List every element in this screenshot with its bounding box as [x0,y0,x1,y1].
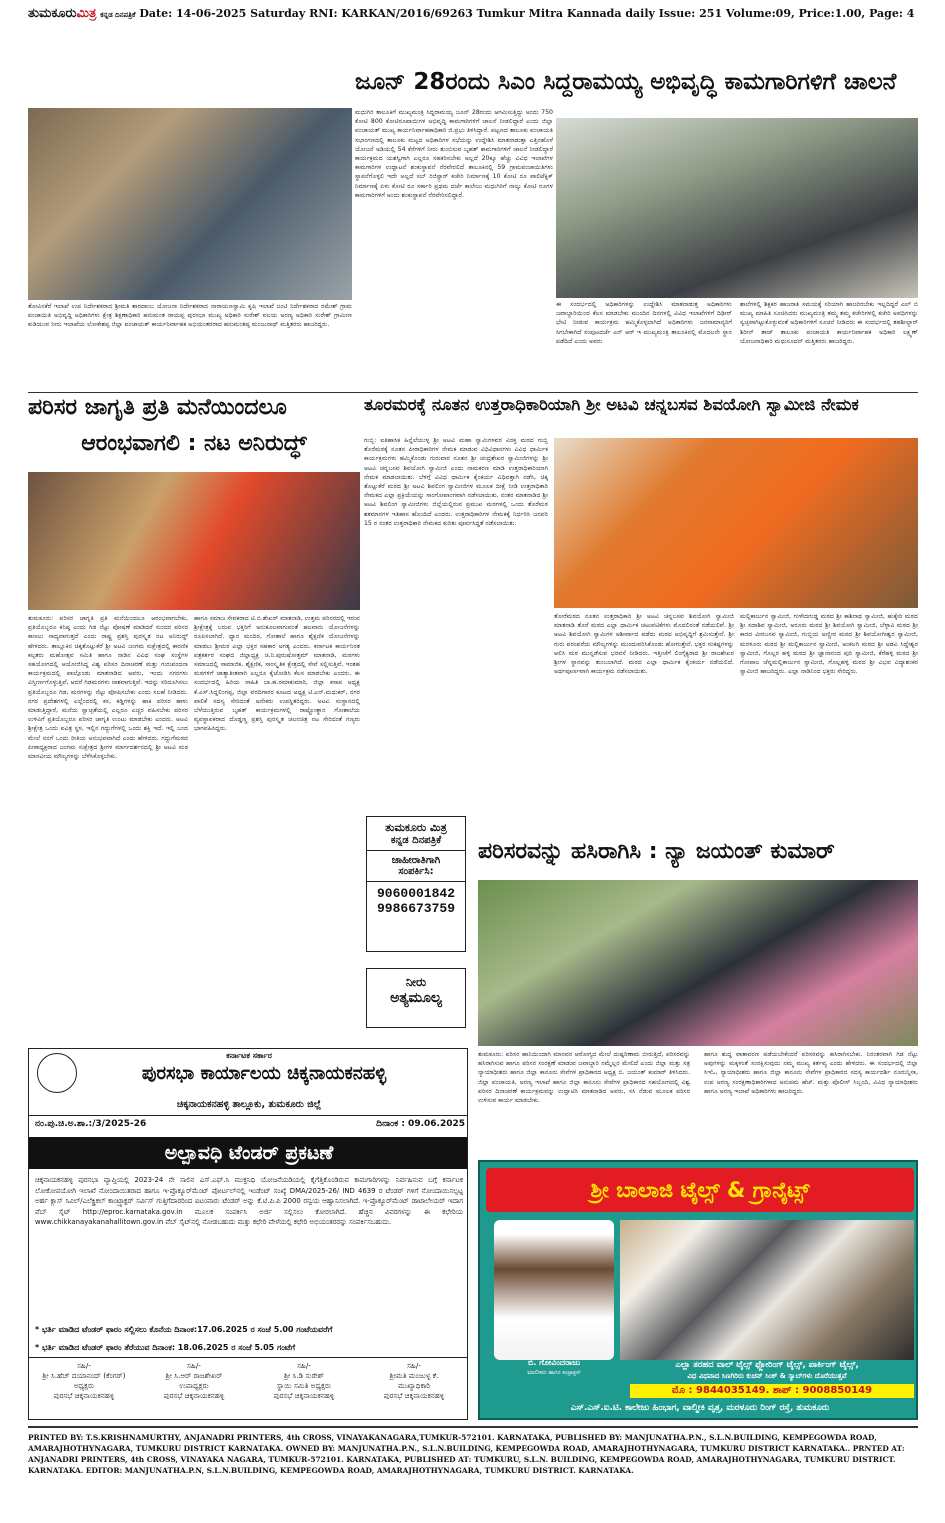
story1-headline: ಜೂನ್ 28ರಂದು ಸಿಎಂ ಸಿದ್ದರಾಮಯ್ಯ ಅಭಿವೃದ್ಧಿ ಕಾಮಗಾರಿಗಳಿಗೆ ಚಾಲನೆ [355,70,897,95]
story3-col-a: ತೋರೆಮಠದ ನೂತನ ಉತ್ತರಾಧಿಕಾರಿ ಶ್ರೀ ಅಟವಿ ಚನ್ನಬಸವ ಶಿವಯೋಗಿ ಸ್ವಾಮೀಜಿ ಮಾತನಾಡಿ ತೊರೆ ಮಠದ ಎಲ್ಲಾ ಧಾರ್ಮಿಕ ಚಟುವಟಿಕೆಗಳು ಮೊದಲಿನಂತೆ ನಡೆಯಲಿವೆ. ಶ್ರೀ ಅಟವಿ ಶಿವಯೋಗಿ ಸ್ವಾಮಿಗಳ ಆಶೀರ್ವಾದ ಪಡೆದು ಮಠದ ಅಭಿವೃದ್ಧಿಗೆ ಶ್ರಮಿಸುತ್ತೇನೆ. ಶ್ರೀ ಗುರು ಪರಂಪರೆಯ ಮೌಲ್ಯಗಳನ್ನು ಮುಂದುವರಿಸಿಕೊಂಡು ಹೋಗುತ್ತೇನೆ. ಭಕ್ತರ ಸಂಕಷ್ಟಗಳನ್ನು ಆಲಿಸಿ ಮಠ ಮುನ್ನಡೆಸುವ ಭರವಸೆ ನೀಡಿದರು. ಇತ್ತೀಚೆಗೆ ಲಿಂಗೈಕ್ಯರಾದ ಶ್ರೀ ರಾಜಶೇಖರ ಶ್ರೀಗಳ ಸ್ಥಾನವನ್ನು ತುಂಬಲಾಗಿದೆ. ಮಠದ ಎಲ್ಲಾ ಧಾರ್ಮಿಕ ಕೈಂಕರ್ಯ ನಡೆಯಲಿದೆ. ಅರ್ಥಪೂರ್ಣವಾಗಿ ಕಾರ್ಯಕ್ರಮ ನಡೆಸಲಾಯಿತು. [554,613,734,676]
tender-notice [28,1048,468,1420]
story2-headline-2: ಆರಂಭವಾಗಲಿ : ನಟ ಅನಿರುದ್ಧ್ [81,432,307,456]
tender-office: ಪುರಸಭಾ ಕಾರ್ಯಾಲಯ ಚಿಕ್ಕನಾಯಕನಹಳ್ಳಿ [141,1063,387,1084]
ad-contact-box [366,816,466,952]
tender-title: ಅಲ್ಪಾವಧಿ ಟೆಂಡರ್ ಪ್ರಕಟಣೆ [29,1137,468,1169]
story1-photo-1 [28,108,352,300]
ad-person-role: ಮಾಲೀಕರು ಹಾಗೂ ಕಂಟ್ರಾಕ್ಟರ್ [527,1370,581,1376]
ad-phone: ಮೊ : 9844035149. ಶಾಪ್ : 9008850149 [630,1384,914,1398]
tender-date: ದಿನಾಂಕ : 09.06.2025 [376,1119,465,1129]
contact-line-3: ಜಾಹೀರಾತಿಗಾಗಿ [391,855,441,866]
story4-col-b: ಹಾಗೂ ಶುದ್ಧ ವಾತಾವರಣ ಪಡೆಯಬೇಕೆಂದರೆ ಪರಿಸರವನ್ನು ಹಸಿರಾಗಿಸಬೇಕು. ನಿರಂತರವಾಗಿ ಗಿಡ ನೆಟ್ಟು ಅವುಗಳನ್ನು ಮಕ್ಕಳಂತೆ ಸಂರಕ್ಷಿಸುವುದು ನಮ್ಮ ಮುಖ್ಯ ಕರ್ತವ್ಯ ಎಂದು ಹೇಳಿದರು. ಈ ಸಂದರ್ಭದಲ್ಲಿ ಜಿಲ್ಲಾ ಸಿಇಓ, ನ್ಯಾಯಾಧೀಶರು ಹಾಗೂ ಜಿಲ್ಲಾ ಕಾನೂನು ಸೇವೆಗಳ ಪ್ರಾಧಿಕಾರದ ಸದಸ್ಯ ಕಾರ್ಯದರ್ಶಿ ನೂರುನ್ನಿಸಾ, ಉಪ ಅರಣ್ಯ ಸಂರಕ್ಷಣಾಧಿಕಾರಿಗಳಾದ ಅನುಪಮ ಹೆಚ್. ಮತ್ತು ಪೊಲೀಸ್ ಸಿಬ್ಬಂದಿ, ವಿವಿಧ ನ್ಯಾಯಾಧೀಶರು ಹಾಗೂ ಅರಣ್ಯ ಇಲಾಖೆ ಅಧಿಕಾರಿಗಳು ಹಾಜರಿದ್ದರು. [704,1051,918,1095]
story1-col-right-a: ಈ ಸಂದರ್ಭದಲ್ಲಿ ಅಧಿಕಾರಿಗಳನ್ನು ಉದ್ದೇಶಿಸಿ ಮಾತನಾಡುತ್ತ ಅಧಿಕಾರಿಗಳು ಜವಾಬ್ದಾರಿಯಿಂದ ಕೆಲಸ ಮಾಡಬೇಕು ಮುಂದಿನ ದಿನಗಳಲ್ಲಿ ವಿವಿಧ ಇಲಾಖೆಗಳಿಗೆ ದಿಢೀರ್ ಭೇಟಿ ನೀಡುವ ಕಾರ್ಯಕ್ರಮ ಹಮ್ಮಿಕೊಳ್ಳಲಾಗಿದೆ ಅಧಿಕಾರಿಗಳು ಜನಸಾಮಾನ್ಯರಿಗೆ ಸಿಗಬೇಕಾಗಿದೆ ಸಂಪುಟದರ್ಜೆ ಎನ್ ಆರ್ ಇ ಮುಖ್ಯಮಂತ್ರಿ ತಾಲೂಕಿನಲ್ಲಿ ಮೊದಲನೇ ಸ್ಥಾನ ಪಡೆದಿದೆ ಎಂದು ಅವರು [556,301,732,345]
story2-col-b: ಹಾಗೂ ಸಮಾಜ ಸೇವಕರಾದ ಟಿ.ಬಿ.ಶೇಖರ್ ಮಾತನಾಡಿ, ಉತ್ತಮ ಪರಿಸರದಲ್ಲಿ ಇರುವ ಶ್ರೀಕ್ಷೇತ್ರಕ್ಕೆ ಬರುವ ಭಕ್ತರಿಗೆ ಅನುಕೂಲವಾಗುವಂತೆ ಹಲವಾರು ಯೋಜನೆಗಳನ್ನು ರೂಪಿಸಲಾಗಿದೆ. ಧ್ಯಾನ ಮಂದಿರ, ಗೋಶಾಲೆ ಹಾಗೂ ಶೈಕ್ಷಣಿಕ ಯೋಜನೆಗಳನ್ನು ಮಾಡಲು ಶ್ರೀಮಠ ಎಲ್ಲಾ ಭಕ್ತರ ಸಹಕಾರ ಅಗತ್ಯ ಎಂದರು. ಕರ್ನಾಟಕ ಕಾರ್ಯನಿರತ ಪತ್ರಕರ್ತರ ಸಂಘದ ಜಿಲ್ಲಾಧ್ಯಕ್ಷ ಚಿ.ನಿ.ಪುರುಷೋತ್ತಮ್ ಮಾತನಾಡಿ, ಮಠಗಳು ಸಮಾಜದಲ್ಲಿ ಸಾಮಾಜಿಕ, ಶೈಕ್ಷಣಿಕ, ಸಾಂಸ್ಕೃತಿಕ ಕ್ಷೇತ್ರದಲ್ಲಿ ಸೇವೆ ಸಲ್ಲಿಸುತ್ತಿವೆ, ಇಂತಹ ಮಠಗಳಿಗೆ ಜಾತ್ಯಾತೀತವಾಗಿ ಎಲ್ಲರೂ ಕೈಜೋಡಿಸಿ ಕೆಲಸ ಮಾಡಬೇಕು ಎಂದರು. ಈ ಸಂದರ್ಭದಲ್ಲಿ ಹಿರಿಯ ಸಾಹಿತಿ ಬಾ.ಹ.ರಮಾಕುಮಾರಿ, ಜಿಲ್ಲಾ ಕಸಾಪ ಅಧ್ಯಕ್ಷ ಕೆ.ಎಸ್.ಸಿದ್ದಲಿಂಗಪ್ಪ, ಜಿಲ್ಲಾ ವರದಿಗಾರರ ಕೂಟದ ಅಧ್ಯಕ್ಷ ಟಿ.ಎನ್.ಮಧುಕರ್, ನಗರ ಪಾಲಿಕೆ ಸದಸ್ಯ ಸೇರಿದಂತೆ ಅನೇಕರು ಉಪಸ್ಥಿತರಿದ್ದರು. ಅಟವಿ ಸಂಸ್ಥಾನದಲ್ಲಿ ಬೆಳೆಯುತ್ತಿರುವ ಬೃಹತ್ ಕಾರ್ಯಕ್ರಮಗಳಲ್ಲಿ ರಾಷ್ಟ್ರೋತ್ಥಾನ ಗೋಶಾಲೆಯ ವ್ಯವಸ್ಥಾಪಕರಾದ ದೊಡ್ಡಣ್ಣ ಪ್ರಶಸ್ತಿ ಪುರಸ್ಕೃತ ಚಲನಚಿತ್ರ ನಟ ಸೇರಿದಂತೆ ಗಣ್ಯರು ಭಾಗವಹಿಸಿದ್ದರು. [194,615,360,733]
divider [28,392,918,393]
story1-col-right-b: ಶಾಲೆಗಳಲ್ಲಿ ಶಿಕ್ಷಕರ ಹಾಜರಾತಿ ಸಮಯಕ್ಕೆ ಸರಿಯಾಗಿ ಹಾಜರಿರಬೇಕು ಇಲ್ಲದಿದ್ದರೆ ಎಲ್ ಬಿ ಮುಖ್ಯ ಮಾಹಿತಿ ಸೂಚಿಸಿದರು ಮುಖ್ಯಮಂತ್ರಿ ತಮ್ಮ ತಮ್ಮ ಕಚೇರಿಗಳಲ್ಲಿ ಕಚೇರಿ ಅವಧಿಗಳನ್ನು ಸ್ವಚ್ಛವಾಗಿಟ್ಟುಕೊಳ್ಳುವಂತೆ ಅಧಿಕಾರಿಗಳಿಗೆ ಸೂಚನೆ ನೀಡಿದರು ಈ ಸಂದರ್ಭದಲ್ಲಿ ತಹಶೀಲ್ದಾರ್ ಶಿರೀನ್ ತಾಜ್ ತಾಲೂಕು ಪಂಚಾಯತಿ ಕಾರ್ಯನಿರ್ವಾಹಕ ಅಧಿಕಾರಿ ಲಕ್ಷ್ಮಣ್ ಯೋಜನಾಧಿಕಾರಿ ಮಧುಸೂದನ್ ಮತ್ತಿತರರು ಹಾಜರಿದ್ದರು. [740,301,918,345]
contact-line-1: ತುಮಕೂರು ಮಿತ್ರ [385,821,447,834]
water-box [366,968,466,1028]
contact-phone-2: 9986673759 [376,901,455,916]
story3-col-b: ಮಲ್ಲಿಕಾರ್ಜುನ ಸ್ವಾಮೀಜಿ, ಗುಳೇದಗುಡ್ಡ ಮಠದ ಶ್ರೀ ಕಾಶಿನಾಥ ಸ್ವಾಮೀಜಿ, ಹುಕ್ಕೇರಿ ಮಠದ ಶ್ರೀ ಸದಾಶಿವ ಸ್ವಾಮೀಜಿ, ಅರೂರು ಮಠದ ಶ್ರೀ ಶಿವಯೋಗಿ ಸ್ವಾಮೀಜಿ, ಬೆಳ್ಳಾವಿ ಮಠದ ಶ್ರೀ ಕಾರದ ವೀರಬಸವ ಸ್ವಾಮೀಜಿ, ಗುಬ್ಬಿಯ ಅಣ್ಣೀರ ಮಠದ ಶ್ರೀ ಶಿವಯೋಗೀಶ್ವರ ಸ್ವಾಮೀಜಿ, ಮರಳೂರು ಮಠದ ಶ್ರೀ ಮಲ್ಲಿಕಾರ್ಜುನ ಸ್ವಾಮೀಜಿ, ಅಂಕಲಗಿ ಮಠದ ಶ್ರೀ ಅಡವಿ ಸಿದ್ದೇಶ್ವರ ಸ್ವಾಮೀಜಿ, ಗೊಲ್ಲರ ಹಳ್ಳಿ ಮಠದ ಶ್ರೀ ಜ್ಞಾನಾನಂದ ಪುರಿ ಸ್ವಾಮೀಜಿ, ಕೆರೆಹಳ್ಳಿ ಮಠದ ಶ್ರೀ ಗೋಪಾಲ ಚೆನ್ನಮಲ್ಲಿಕಾರ್ಜುನ ಸ್ವಾಮೀಜಿ, ಗೊಲ್ಲಹಳ್ಳಿ ಮಠದ ಶ್ರೀ ವಿಭವ ವಿದ್ಯಾಶಂಕರ ಸ್ವಾಮೀಜಿ ಹಾಜರಿದ್ದರು. ಎಲ್ಲಾ ನಾಡಿನಿಂದ ಭಕ್ತರು ಸೇರಿದ್ದರು. [740,613,918,676]
story4-col-a: ತುಮಕೂರು: ಪರಿಸರ ಹಾನಿಯಿಂದಾಗಿ ಮಾನವನ ಆರೋಗ್ಯದ ಮೇಲೆ ದುಷ್ಪರಿಣಾಮ ಬೀರುತ್ತಿದೆ, ಪರಿಸರವನ್ನು ಹಸಿರಾಗಿಸುವ ಹಾಗೂ ಪರಿಸರ ಸಂರಕ್ಷಣೆ ಮಾಡುವ ಜವಾಬ್ದಾರಿ ನಮ್ಮೆಲ್ಲರ ಮೇಲಿದೆ ಎಂದು ಜಿಲ್ಲಾ ಮತ್ತು ಸತ್ರ ನ್ಯಾಯಾಧೀಶರು ಹಾಗೂ ಜಿಲ್ಲಾ ಕಾನೂನು ಸೇವೆಗಳ ಪ್ರಾಧಿಕಾರದ ಅಧ್ಯಕ್ಷ ಬಿ. ಜಯಂತ್ ಕುಮಾರ್ ತಿಳಿಸಿದರು. ಜಿಲ್ಲಾ ಪಂಚಾಯತಿ, ಅರಣ್ಯ ಇಲಾಖೆ ಹಾಗೂ ಜಿಲ್ಲಾ ಕಾನೂನು ಸೇವೆಗಳ ಪ್ರಾಧಿಕಾರದ ಸಹಯೋಗದಲ್ಲಿ ವಿಶ್ವ ಪರಿಸರ ದಿನಾಚರಣೆ ಕಾರ್ಯಕ್ರಮವನ್ನು ಉದ್ಘಾಟಿಸಿ ಮಾತನಾಡಿದ ಅವರು, ಸಸಿ ನೆಡುವ ಮೂಲಕ ಪರಿಸರ ಉಳಿಸುವ ಕಾರ್ಯ ಮಾಡಬೇಕು. [478,1051,690,1105]
story1-col-left: ತೋವಿನಕೆರೆ ಇಲಾಖೆ ಉಪ ನಿರ್ದೇಶಕರಾದ ಶ್ರೀಮತಿ ಶಾರದಾಂಬ ಯೋಜನಾ ನಿರ್ದೇಶಕರಾದ ನಾರಾಯಣಸ್ವಾಮಿ ಕೃಷಿ ಇಲಾಖೆ ಜಂಟಿ ನಿರ್ದೇಶಕರಾದ ರಮೇಶ್ ಗ್ರಾಮ ಪಂಚಾಯಿತಿ ಅಭಿವೃದ್ಧಿ ಅಧಿಕಾರಿಗಳು ಕ್ಷೇತ್ರ ಶಿಕ್ಷಣಾಧಿಕಾರಿ ಹನುಮಂತ ರಾಯಪ್ಪ ಪುರಸಭಾ ಮುಖ್ಯ ಅಧಿಕಾರಿ ಸುರೇಶ್ ವಲಯ ಅರಣ್ಯ ಅಧಿಕಾರಿ ಸುರೇಶ್ ಗ್ರಾಮೀಣ ಕುಡಿಯುವ ನೀರು ಇಲಾಖೆಯ ಲೋಕೇಶಪ್ಪ ಜಿಲ್ಲಾ ಪಂಚಾಯತ್ ಕಾರ್ಯನಿರ್ವಾಹಕ ಅಭಿಯಂತರರಾದ ಹನುಮಂತಪ್ಪ ಮಂಜುನಾಥ್ ಮತ್ತಿತರರು ಹಾಜರಿದ್ದರು. [28,303,352,329]
ad-person-photo [494,1220,614,1360]
story2-headline-1: ಪರಿಸರ ಜಾಗೃತಿ ಪ್ರತಿ ಮನೆಯಿಂದಲೂ [28,396,287,420]
ad-tiles-photo [620,1220,914,1360]
contact-phone-1: 9060001842 [376,886,455,901]
signatory-4: ಸಹಿ/- ಶ್ರೀಮತಿ ಮಂಜುಳ್ಳ ಕೆ. ಮುಖ್ಯಾಧಿಕಾರಿ ಪುರಸಭೆ ಚಿಕ್ಕನಾಯಕನಹಳ್ಳಿ [383,1361,445,1400]
tender-ref-no: ನಂ.ಪು.ಚಿ.ಅ.ಶಾ.:/3/2025-26 [35,1119,147,1129]
story3-col-top: ಗುಬ್ಬಿ: ಐತಿಹಾಸಿಕ ಹಿನ್ನೆಲೆಯುಳ್ಳ ಶ್ರೀ ಅಟವಿ ಮಹಾ ಸ್ವಾಮಿಗಳವರ ವಿರಕ್ತ ಮಠದ ಗುಬ್ಬಿ ತೊರೆಮಠಕ್ಕೆ ನೂತನ ಪೀಠಾಧಿಕಾರಿಗಳ ನೇಮಕ ಮಾಡುವ ವಿಧಿವಿಧಾನಗಳು ವಿವಿಧ ಧಾರ್ಮಿಕ ಕಾರ್ಯಕ್ರಮಗಳು ಹಮ್ಮಿಕೊಂಡು ಗುರುವಾರ ನೂತನ ಶ್ರೀ ಚಂದ್ರಶೇಖರ ಸ್ವಾಮೀಜಿಗಳನ್ನು ಶ್ರೀ ಅಟವಿ ಚನ್ನಬಸವ ಶಿವಯೋಗಿ ಸ್ವಾಮೀಜಿ ಎಂದು ನಾಮಕರಣ ಮಾಡಿ ಉತ್ತರಾಧಿಕಾರಿಯಾಗಿ ನೇಮಕ ಮಾಡಲಾಯಿತು. ಬೆಳಿಗ್ಗೆ ವಿವಿಧ ಧಾರ್ಮಿಕ ಕೈಂಕರ್ಯ ವಿಧಿವತ್ತಾಗಿ ನಡೆಸಿ, ಚಿಕ್ಕ ತೊಟ್ಲುಕೆರೆ ಮಠದ ಶ್ರೀ ಅಟವಿ ಶಿವಲಿಂಗ ಸ್ವಾಮೀಜಿಗಳ ಮೂಲಕ ದೀಕ್ಷೆ ನೀಡಿ ಉತ್ತರಾಧಿಕಾರಿ ನೇಮಕದ ಎಲ್ಲಾ ಪ್ರಕ್ರಿಯೆಯನ್ನು ಸಾಂಗೋಪಾಂಗವಾಗಿ ನಡೆಸಲಾಯಿತು. ನಂತರ ಮಾತನಾಡಿದ ಶ್ರೀ ಅಟವಿ ಶಿವಲಿಂಗ ಸ್ವಾಮೀಜಿಗಳು ಜಿಲ್ಲೆಯಲ್ಲಿರುವ ಪ್ರಮುಖ ಮಠಗಳಲ್ಲಿ ಒಂದು ತೊರೆಮಠ ಶತಮಾನಗಳ ಇತಿಹಾಸ ಹೊಂದಿದೆ ಎಂದರು. ಉತ್ತರಾಧಿಕಾರಿಗಳ ನೇಮಕಕ್ಕೆ ನಿರ್ಧರಿಸಿ ಜನವರಿ 15 ರ ನಂತರ ಉತ್ತರಾಧಿಕಾರಿ ನೇಮಕದ ಕುರಿತು ಪೂರ್ವಸಿದ್ಧತೆ ನಡೆಸಲಾಯಿತು. [364,437,548,527]
ad-balaji-tiles [478,1160,918,1420]
story4-headline: ಪರಿಸರವನ್ನು ಹಸಿರಾಗಿಸಿ : ನ್ಯಾ ಜಯಂತ್ ಕುಮಾರ್ [478,840,835,864]
water-line-1: ನೀರು [405,975,427,989]
story1-col-mid: ಮಧುಗಿರಿ ತಾಲೂಕಿಗೆ ಮುಖ್ಯಮಂತ್ರಿ ಸಿದ್ದರಾಮಯ್ಯ ಜೂನ್ 28ರಂದು ಆಗಮಿಸುತ್ತಿದ್ದು ಅಂದು 750 ಕೋಟಿ 800 ಕೋಟಿರೂಪಾಯಿಗಳ ಅಭಿವೃದ್ಧಿ ಕಾಮಗಾರಿಗಳಿಗೆ ಚಾಲನೆ ನೀಡಲಿದ್ದಾರೆ ಎಂದು ಜಿಲ್ಲಾ ಪಂಚಾಯತ್ ಮುಖ್ಯ ಕಾರ್ಯನಿರ್ವಾಹಕಾಧಿಕಾರಿ ಜಿ.ಪ್ರಭು ತಿಳಿಸಿದ್ದಾರೆ. ಪಟ್ಟಣದ ತಾಲೂಕು ಪಂಚಾಯತಿ ಸಭಾಂಗಣದಲ್ಲಿ ತಾಲೂಕು ಮಟ್ಟದ ಅಧಿಕಾರಿಗಳ ಸಭೆಯನ್ನು ಉದ್ದೇಶಿಸಿ ಮಾತನಾಡುತ್ತಾ ಎತ್ತಿನಹೊಳೆ ಯೋಜನೆ ಅಡಿಯಲ್ಲಿ 54 ಕೆರೆಗಳಿಗೆ ನೀರು ತುಂಬಿಸುವ ಬೃಹತ್ ಕಾಮಗಾರಿಗಳಿಗೆ ಚಾಲನೆ ನೀಡಲಿದ್ದಾರೆ ಕಾರ್ಯಕ್ರಮದ ಯಶಸ್ವಿಗಾಗಿ ಎಲ್ಲರೂ ಸಹಕರಿಸಬೇಕು ಅಲ್ಲದೆ 20ಕ್ಕೂ ಹೆಚ್ಚು ವಿವಿಧ ಇಲಾಖೆಗಳ ಕಾಮಗಾರಿಗಳ ಉದ್ಘಾಟನೆ ಶಂಕುಸ್ಥಾಪನೆ ನೆರವೇರಲಿದೆ ತಾಲೂಕಿನಲ್ಲಿ 59 ಗ್ರಾಮಪಂಚಾಯಿತಿಗಳು ಸ್ಥಾಪನೆಗೊಳ್ಳಲಿ ಇದೇ ಅಲ್ಲದೆ ಸಬ್ ರಿಜಿಸ್ಟ್ರಾರ್ ಕಚೇರಿ ನಿರ್ಮಾಣಕ್ಕೆ 10 ಕೋಟಿ ರೂ ಪಾಲಿಟೆಕ್ನಿಕ್ ನಿರ್ಮಾಣಕ್ಕೆ ಏಳು ಕೋಟಿ ರೂ ಸರ್ಕಾರಿ ಪ್ರಥಮ ದರ್ಜೆ ಕಾಲೇಜು ಮಧುಗಿರಿಗೆ ನಾಲ್ಕು ಕೋಟಿ ರೂಗಳ ಕಾಮಗಾರಿಗಳಿಗೆ ಅಂದು ಶಂಕುಸ್ಥಾಪನೆ ನೆರವೇರಿಸಲಿದ್ದಾರೆ. [355,109,553,199]
masthead-line: Date: 14-06-2025 Saturday RNI: KARKAN/2016/69263 Tumkur Mitra Kannada daily Issue: 251 Volume:09, Price:1.00, Page: 4 [139,7,915,20]
signatory-2: ಸಹಿ/- ಶ್ರೀ ಸಿ.ಆರ್ ರಾಜಶೇಖರ್ ಉಪಾಧ್ಯಕ್ಷರು ಪುರಸಭೆ ಚಿಕ್ಕನಾಯಕನಹಳ್ಳಿ [163,1361,225,1400]
signatory-1: ಸಹಿ/- ಶ್ರೀ ಸಿ.ಹೆಚ್ ದಯಾನಂದ್ (ಕೆಂಗರ್) ಅಧ್ಯಕ್ಷರು ಪುರಸಭೆ ಚಿಕ್ಕನಾಯಕನಹಳ್ಳಿ [42,1361,126,1400]
ad-title: ಶ್ರೀ ಬಾಲಾಜಿ ಟೈಲ್ಸ್ & ಗ್ರಾನೈಟ್ಸ್ [486,1168,914,1212]
signatory-3: ಸಹಿ/- ಶ್ರೀ ಸಿ.ಡಿ ಸುರೇಶ್ ಸ್ಥಾಯಿ ಸಮಿತಿ ಅಧ್ಯಕ್ಷರು ಪುರಸಭೆ ಚಿಕ್ಕನಾಯಕನಹಳ್ಳಿ [273,1361,335,1400]
story3-photo [554,438,918,608]
masthead-logo: ತುಮಕೂರುಮಿತ್ರ [28,6,97,21]
ad-line-1: ಎಲ್ಲಾ ತರಹದ ವಾಲ್ ಟೈಲ್ಸ್ ಫ್ಲೋರಿಂಗ್ ಟೈಲ್ಸ್, ಪಾರ್ಕಿಂಗ್ ಟೈಲ್ಸ್, [675,1360,859,1370]
contact-line-2: ಕನ್ನಡ ದಿನಪತ್ರಿಕೆ [390,835,442,846]
story4-photo [478,880,918,1046]
tender-district: ಚಿಕ್ಕನಾಯಕನಹಳ್ಳಿ ತಾಲ್ಲೂಕು, ತುಮಕೂರು ಜಿಲ್ಲೆ [176,1099,322,1110]
ad-line-2: ವಿಧ ವಿಧವಾದ ಸಿಣಗಿರಿರು ಕುಚನ್ ಸಿಂಕ್ & ಸ್ಯಾಬ್‌ಗಳು ದೊರೆಯುತ್ತವೆ [687,1372,847,1380]
story2-col-a: ತುಮಕೂರು: ಪರಿಸರ ಜಾಗೃತಿ ಪ್ರತಿ ಮನೆಯಿಂದಲೂ ಆರಂಭವಾಗಬೇಕು, ಪ್ರತಿಯೊಬ್ಬರೂ ಕನಿಷ್ಠ ಎಂದು ಗಿಡ ನೆಟ್ಟು ಪೋಷಣೆ ಮಾಡಿದರೆ ಸುಂದರ ಪರಿಸರ ಕಾಣಲು ಸಾಧ್ಯವಾಗುತ್ತದೆ ಎಂದು ರಾಷ್ಟ್ರ ಪ್ರಶಸ್ತಿ ಪುರಸ್ಕೃತ ನಟ ಅನಿರುದ್ಧ್ ಹೇಳಿದರು. ತಾಲ್ಲೂಕಿನ ಚಿಕ್ಕತೊಟ್ಲುಕೆರೆ ಶ್ರೀ ಅಟವಿ ಜಂಗಮ ಸುಕ್ಷೇತ್ರದಲ್ಲಿ ಕಾರಣಿಕ ಕಲ್ಪತರು ಮಹೋತ್ಸವ ಸಮಿತಿ ಹಾಗೂ ನಾಡಿನ ವಿವಿಧ ಸಂಘ ಸಂಸ್ಥೆಗಳ ಸಹಯೋಗದಲ್ಲಿ ಆಯೋಜಿಸಿದ್ದ ವಿಶ್ವ ಪರಿಸರ ದಿನಾಚರಣೆ ಮತ್ತು ಗುರುವಂದನಾ ಕಾರ್ಯಕ್ರಮದಲ್ಲಿ ಪಾಲ್ಗೊಂಡು ಮಾತನಾಡಿದ ಅವರು, ಇಂದು ನಗರಗಳು ವಿಸ್ತೀರ್ಣಗೊಳ್ಳುತ್ತಿವೆ, ಆದರೆ ಗಿಡಮರಗಳು ನಾಶವಾಗುತ್ತಿವೆ. ಇದನ್ನು ಸರಿದೂಗಿಸಲು ಪ್ರತಿಯೊಬ್ಬರೂ ಗಿಡ, ಮರಗಳನ್ನು ನೆಟ್ಟು ಪೋಷಿಸಬೇಕು ಎಂದು ಸಲಹೆ ನೀಡಿದರು. ನಗರ ಪ್ರದೇಶಗಳಲ್ಲಿ ಎಲ್ಲೆಂದರಲ್ಲಿ ಕಸ, ಕಡ್ಡಿಗಳನ್ನು ಹಾಕಿ ಪರಿಸರ ಹಾಳು ಮಾಡುತ್ತಿದ್ದಾರೆ, ಮನೆಯ ಸ್ವಾಚ್ಛತೆಯಲ್ಲಿ ಎಲ್ಲರೂ ಎಚ್ಚರ ವಹಿಸಬೇಕು ಪರಿಸರ ಉಳಿವಿಗೆ ಪ್ರತಿಯೊಬ್ಬರೂ ಪರಿಸರ ಜಾಗೃತಿ ಉಂಟು ಮಾಡಬೇಕು ಎಂದರು. ಅಟವಿ ಶ್ರೀಕ್ಷೇತ್ರ ಒಂದು ಪವಿತ್ರ ಸ್ಥಳ, ಇಲ್ಲಿನ ಗದ್ದುಗೆಗಳಲ್ಲಿ ಒಂದು ಶಕ್ತಿ ಇದೆ. ಇಲ್ಲಿ ಬಂದ ಮೇಲೆ ನನಗೆ ಒಂದು ರೀತಿಯ ಅನುಭವವಾಗಿದೆ ಎಂದು ಹೇಳಿದರು. ಗದ್ದುಗೆಮಠದ ಪೀಠಾಧ್ಯಕ್ಷರಾದ ಜಂಗಮ ಸುಕ್ಷೇತ್ರದ ಶ್ರೀಗಳ ಮಾರ್ಗದರ್ಶನದಲ್ಲಿ ಶ್ರೀ ಅಟವಿ ಮಠ ಮಾನವೀಯ ಮೌಲ್ಯಗಳನ್ನು ಬೆಳೆಸಿಕೊಳ್ಳಬೇಕು. [28,615,188,761]
story1-photo-2 [556,118,918,298]
tender-bullet-1: * ಭರ್ತಿ ಮಾಡಿದ ಟೆಂಡರ್ ಫಾರಂ ಸಲ್ಲಿಸಲು ಕೊನೆಯ ದಿನಾಂಕ:17.06.2025 ರ ಸಂಜೆ 5.00 ಗಂಟೆಯವರೆಗೆ [35,1325,333,1334]
footer-divider [28,1426,918,1428]
story3-headline: ತೂರಮರಕ್ಕೆ ನೂತನ ಉತ್ತರಾಧಿಕಾರಿಯಾಗಿ ಶ್ರೀ ಅಟವಿ ಚನ್ನಬಸವ ಶಿವಯೋಗಿ ಸ್ವಾಮೀಜಿ ನೇಮಕ [364,396,859,414]
story2-photo [28,472,360,610]
ad-address: ಎಸ್.ಎಸ್.ಐ.ಟಿ. ಕಾಲೇಜು ಹಿಂಭಾಗ, ವಾಲ್ಮೀಕಿ ವೃತ್ತ, ಮರಳೂರು ರಿಂಗ್ ರಸ್ತೆ, ತುಮಕೂರು [570,1403,830,1413]
masthead [28,6,918,70]
contact-line-4: ಸಂಪರ್ಕಿಸಿ: [398,866,434,877]
water-line-2: ಅತ್ಯಮೂಲ್ಯ [390,990,442,1006]
tender-body: ಚಿಕ್ಕನಾಯಕನಹಳ್ಳಿ ಪುರಸಭಾ ವ್ಯಾಪ್ತಿಯಲ್ಲಿ 2023-24 ನೇ ಸಾಲಿನ ಎಸ್.ಎಫ್.ಸಿ ಮುಕ್ತನಿಧಿ ಯೋಜನೆಯಡಿಯಲ್ಲಿ ಕೈಗೆತ್ತಿಕೊಂಡಿರುವ ಕಾಮಗಾರಿಗಳನ್ನು ನಿರ್ವಹಿಸುವ ಬಗ್ಗೆ ಕರ್ನಾಟಕ ಲೋಕೋಪಯೋಗಿ ಇಲಾಖೆ ನೋಂದಾಯಿತರಾದ ಹಾಗೂ ಇ-ಪ್ರೊಕ್ಯೂರ್‌ಮೆಂಟ್ ಪೋರ್ಟಲ್‌ನಲ್ಲಿ ಇಂಡೆಂಟ್ ಸಂಖ್ಯೆ DMA/2025-26/ IND 4639 ರ ಟೆಂಡರ್ ಗಳಿಗೆ ನೋಂದಾಯಿಸಲ್ಪಟ್ಟ ಅರ್ಹ ಕ್ಲಾಸ್ ಸಿವಿಲ್/ಎಲೆಕ್ಟ್ರಿಕಲ್ ಕಾಂಟ್ರ್ಯಾಕ್ಟರ್ ಸರ್ವಿಸ್ ಗುತ್ತಿಗೆದಾರರಿಂದ ಐಟಂವಾರು ಟೆಂಡರ್ ಅನ್ನು ಕೆ.ಟಿ.ಪಿ.ಪಿ 2000 ರನ್ವಯ ಆಹ್ವಾನಿಸಲಾಗಿದೆ. ಇ-ಪ್ರೊಕ್ಯೂರ್‌ಮೆಂಟ್ ಡಾಟಾಲೇಯರ್ ಇದಾಗ ವೆಬ್ ಸೈಟ್ http://eproc.karnataka.gov.in ಮೂಲಕ ಸಂಪರ್ಕಿಸಿ ಅರ್ಜಿ ಸಲ್ಲಿಸಲು ಕೋರಲಾಗಿದೆ. ಹೆಚ್ಚಿನ ವಿವರಗಳನ್ನು ಈ ಕಛೇರಿಯ www.chikkanayakanahallitown.gov.in ವೆಬ್ ಸೈಟ್‌ನಲ್ಲಿ ನೋಡಬಹುದು ಮತ್ತು ಕಛೇರಿ ವೇಳೆಯಲ್ಲಿ ಕಛೇರಿ ಅಭಿಯಂತರರನ್ನು ಸಂಪರ್ಕಿಸಬಹುದು. [35,1176,463,1227]
ad-person-name: ಬಿ. ಗೋವಿಂದರಾಜು [527,1358,581,1367]
imprint-footer: PRINTED BY: T.S.KRISHNAMURTHY, ANJANADRI PRINTERS, 4th CROSS, VINAYAKANAGARA,TUMKUR-572101. KARNATAKA, PUBLISHED BY: MANJUNATHA.P.N., S.L.N.BUILDING, KEMPEGOWDA ROAD, AMARAJHOTHYNAGARA, TUMKURU DISTRICT KARNATAKA. OWNED BY: MANJUNATHA.P.N., S.L.N.BUILDING, KEMPEGOWDA ROAD, AMARAJHOTHYNAGARA, TUMKURU DISTRICT KARNATAKA.. PRNTED AT: ANJANADRI PRINTERS, 4th CROSS, VINAYAKA NAGARA, TUMKUR-572101. KARNATAKA, PUBLISHED AT: TUMKURU, S.L.N. BUILDING, KEMPEGOWDA ROAD, AMARAJHOTHYNAGARA, TUMKURU DISTRICT. KARNATAKA. EDITOR: MANJUNATHA.P.N, S.L.N.BUILDING, KEMPEGOWDA ROAD, AMARAJHOTHYNAGARA, TUMKURU DISTRICT. KARNATAKA. [28,1433,905,1475]
tender-bullet-2: * ಭರ್ತಿ ಮಾಡಿದ ಟೆಂಡರ್ ಫಾರಂ ತೆರೆಯುವ ದಿನಾಂಕ: 18.06.2025 ರ ಸಂಜೆ 5.05 ಗಂಟೆಗೆ [35,1343,296,1352]
tender-govt: ಕರ್ನಾಟಕ ಸರ್ಕಾರ [226,1051,272,1060]
masthead-tagline: ಕನ್ನಡ ದಿನಪತ್ರಿಕೆ [100,10,136,19]
